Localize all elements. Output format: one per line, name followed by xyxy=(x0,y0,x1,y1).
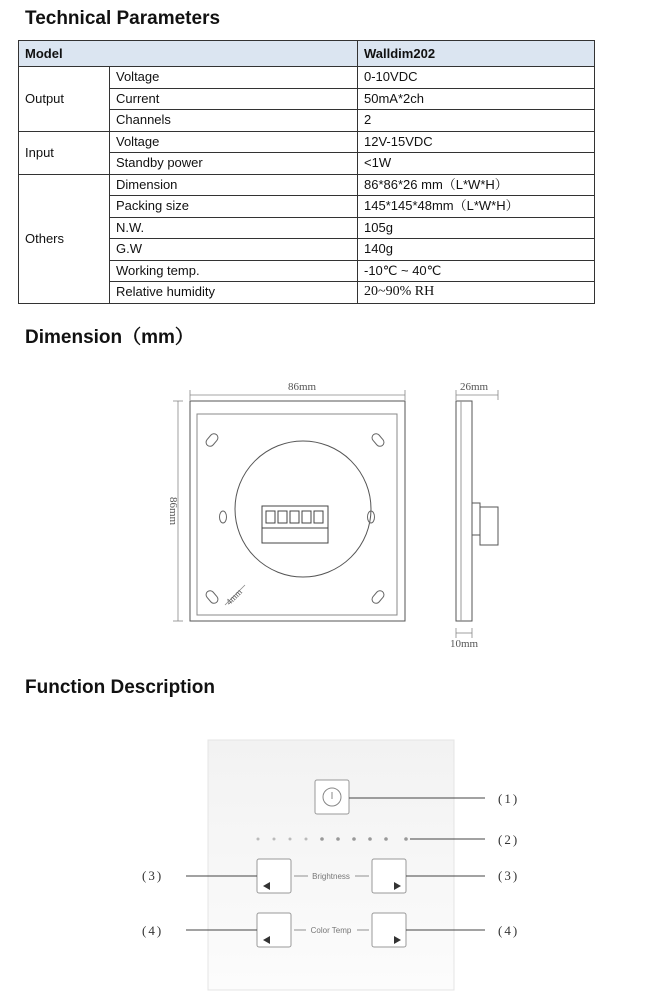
ref-label-colortemp-left: (4) xyxy=(142,923,164,938)
dimension-heading: Dimension（mm） xyxy=(25,327,194,348)
mount-slot-top-right xyxy=(370,432,385,448)
base-label: 10mm xyxy=(449,638,479,650)
param-cell: Voltage xyxy=(110,67,358,89)
value-cell: -10℃ ~ 40℃ xyxy=(358,260,595,282)
colortemp-label: Color Temp xyxy=(310,926,352,935)
mount-slot-top-left xyxy=(204,432,219,448)
panel-face xyxy=(208,740,454,990)
function-diagram xyxy=(0,735,671,1004)
param-cell: Relative humidity xyxy=(110,282,358,304)
param-cell: Current xyxy=(110,88,358,110)
param-cell: Working temp. xyxy=(110,260,358,282)
depth-label: 26mm xyxy=(459,381,489,393)
param-cell: Voltage xyxy=(110,131,358,153)
dimension-drawing xyxy=(0,370,671,660)
value-cell: 140g xyxy=(358,239,595,261)
power-button xyxy=(315,780,349,814)
header-model: Model xyxy=(19,41,358,67)
table-header-row xyxy=(19,41,595,67)
ref-label-brightness-right: (3) xyxy=(498,868,520,883)
panel-inner-frame xyxy=(197,414,397,615)
group-others: Others xyxy=(19,174,110,303)
param-cell: Standby power xyxy=(110,153,358,175)
width-label: 86mm xyxy=(287,381,317,393)
colortemp-up-button xyxy=(372,913,406,947)
height-label: 86mm xyxy=(167,496,179,526)
side-view xyxy=(456,401,498,621)
technical-parameters-table xyxy=(18,40,595,304)
brightness-down-button xyxy=(257,859,291,893)
param-cell: Channels xyxy=(110,110,358,132)
group-output: Output xyxy=(19,67,110,132)
param-cell: G.W xyxy=(110,239,358,261)
group-input: Input xyxy=(19,131,110,174)
ref-label-power: (1) xyxy=(498,791,520,806)
table-row xyxy=(19,67,595,89)
technical-parameters-heading: Technical Parameters xyxy=(25,8,221,29)
center-circle xyxy=(235,441,371,577)
value-cell: 2 xyxy=(358,110,595,132)
brightness-label: Brightness xyxy=(312,872,350,881)
param-cell: Dimension xyxy=(110,174,358,196)
value-cell: <1W xyxy=(358,153,595,175)
ref-label-indicator: (2) xyxy=(498,832,520,847)
table-row xyxy=(19,174,595,196)
front-view xyxy=(190,401,405,621)
side-hole-left xyxy=(220,511,227,523)
value-cell: 20~90% RH xyxy=(358,282,595,304)
param-cell: N.W. xyxy=(110,217,358,239)
param-cell: Packing size xyxy=(110,196,358,218)
value-cell: 86*86*26 mm（L*W*H） xyxy=(358,174,595,196)
ref-label-colortemp-right: (4) xyxy=(498,923,520,938)
value-cell: 50mA*2ch xyxy=(358,88,595,110)
ref-label-brightness-left: (3) xyxy=(142,868,164,883)
value-cell: 12V-15VDC xyxy=(358,131,595,153)
colortemp-down-button xyxy=(257,913,291,947)
dimension-lines xyxy=(173,390,498,638)
brightness-up-button xyxy=(372,859,406,893)
mount-slot-bottom-right xyxy=(370,589,385,605)
mount-slot-bottom-left xyxy=(204,589,219,605)
terminal-block xyxy=(262,506,328,543)
screw-label: 4mm xyxy=(223,586,244,607)
value-cell: 0-10VDC xyxy=(358,67,595,89)
value-cell: 145*145*48mm（L*W*H） xyxy=(358,196,595,218)
header-model-value: Walldim202 xyxy=(358,41,595,67)
function-description-heading: Function Description xyxy=(25,677,215,698)
value-cell: 105g xyxy=(358,217,595,239)
table-row xyxy=(19,131,595,153)
